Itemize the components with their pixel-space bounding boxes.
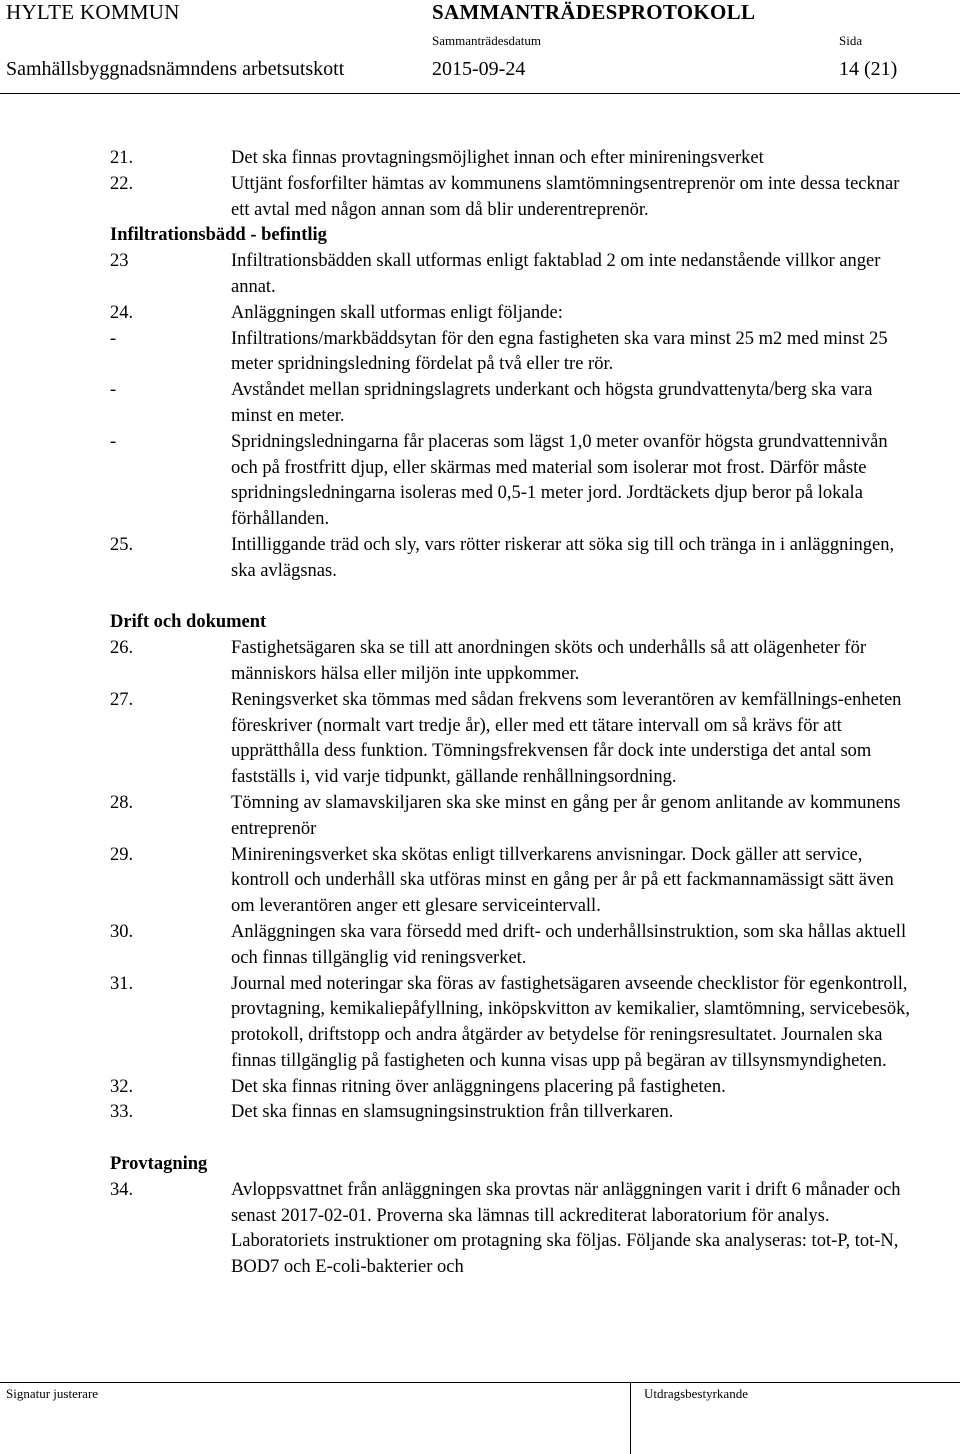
item-text: Det ska finnas ritning över anläggningens placering på fastigheten. (231, 1076, 726, 1097)
item-number: - (110, 380, 117, 401)
item-number: 24. (110, 302, 134, 323)
item-text: Minireningsverket ska skötas enligt tillverkarens anvisningar. Dock gäller att service, kontroll och underhåll ska utföras minst en gång per år på ett fackmannamässigt sätt även om leverantören anger ett glesare serviceintervall. (231, 844, 894, 917)
condition-item (110, 1178, 910, 1281)
item-text: Det ska finnas provtagningsmöjlighet innan och efter minireningsverket (231, 148, 764, 168)
section-heading: Provtagning (110, 1154, 208, 1175)
condition-item (110, 533, 910, 585)
item-number: 28. (110, 792, 134, 813)
meeting-date-label: Sammanträdesdatum (432, 33, 542, 48)
condition-item (110, 920, 910, 972)
bullet-item (110, 327, 910, 379)
bullet-item (110, 430, 910, 533)
item-text: Journal med noteringar ska föras av fastighetsägaren avseende checklistor för egenkontroll, provtagning, kemikaliepåfyllning, inköpskvitton av kemikalier, slamtömning, servicebesök, protokoll, driftstopp och andra åtgärder av betydelse för reningsresultatet. Journalen ska finnas tillgänglig på fastigheten och kunna visas upp på begäran av tillsynsmyndigheten. (231, 973, 910, 1071)
item-text: Fastighetsägaren ska se till att anordningen sköts och underhålls så att olägenheter för människors hälsa eller miljön inte uppkommer. (231, 638, 866, 684)
organization-name: HYLTE KOMMUN (6, 0, 180, 24)
meeting-date: 2015-09-24 (432, 58, 526, 80)
item-text: Intilliggande träd och sly, vars rötter riskerar att söka sig till och tränga in i anläggningen, ska avlägsnas. (231, 534, 895, 581)
condition-item (110, 249, 910, 301)
item-number: 31. (110, 973, 134, 994)
item-text: Reningsverket ska tömmas med sådan frekvens som leverantören av kemfällnings-enheten föreskriver (normalt vart tredje år), eller med ett tätare intervall om så krävs för att upprätthålla dess funktion. Tömningsfrekvensen får dock inte understiga det antal som fastställs i, vid varje tidpunkt, gällande renhållningsordning. (231, 689, 902, 788)
item-number: 25. (110, 534, 134, 555)
item-text: Avloppsvattnet från anläggningen ska provtas när anläggningen varit i drift 6 månader och senast 2017-02-01. Proverna ska lämnas till ackrediterat laboratorium för analys. Laboratoriets instruktioner om protagning ska följas. Följande ska analyseras: tot-P, tot-N, BOD7 och E-coli-bakterier och (231, 1179, 901, 1278)
item-text: Avståndet mellan spridningslagrets underkant och högsta grundvattenyta/berg ska vara minst en meter. (231, 380, 873, 426)
header-divider (0, 93, 960, 94)
bullet-item (110, 378, 910, 430)
section-heading: Drift och dokument (110, 612, 267, 633)
condition-item (110, 843, 910, 920)
condition-item (110, 1075, 910, 1101)
footer-divider (0, 1382, 960, 1383)
item-number: 26. (110, 638, 134, 659)
item-text: Infiltrations/markbäddsytan för den egna fastigheten ska vara minst 25 m2 med minst 25 meter spridningsledning fördelat på två eller tre rör. (231, 328, 888, 375)
document-body (110, 146, 910, 1281)
condition-item (110, 146, 910, 172)
item-number: 34. (110, 1179, 134, 1200)
condition-item (110, 636, 910, 688)
item-number: 32. (110, 1076, 134, 1097)
page-number: 14 (21) (839, 58, 898, 80)
section-heading: Infiltrationsbädd - befintlig (110, 225, 327, 246)
condition-item (110, 688, 910, 791)
extract-certification-label: Utdragsbestyrkande (644, 1386, 748, 1401)
item-number: 33. (110, 1102, 134, 1123)
item-text: Det ska finnas en slamsugningsinstruktion från tillverkaren. (231, 1102, 674, 1123)
item-text: Uttjänt fosforfilter hämtas av kommunens slamtömningsentreprenör om inte dessa tecknar ett avtal med någon annan som då blir underentreprenör. (231, 173, 900, 220)
item-text: Tömning av slamavskiljaren ska ske minst en gång per år genom anlitande av kommunens entreprenör (231, 792, 901, 839)
item-number: 23 (110, 251, 129, 272)
condition-item (110, 172, 910, 224)
committee-name: Samhällsbyggnadsnämndens arbetsutskott (6, 58, 345, 80)
item-number: 27. (110, 689, 134, 710)
condition-item (110, 1100, 910, 1126)
condition-item (110, 791, 910, 843)
item-number: - (110, 328, 117, 349)
item-text: Infiltrationsbädden skall utformas enligt faktablad 2 om inte nedanstående villkor anger annat. (231, 251, 881, 297)
document-type: SAMMANTRÄDESPROTOKOLL (432, 0, 756, 24)
item-text: Spridningsledningarna får placeras som lägst 1,0 meter ovanför högsta grundvattennivån och på frostfritt djup, eller skärmas med material som isolerar mot frost. Därför måste spridningsledningarna isoleras med 0,5-1 meter jord. Jordtäckets djup beror på lokala förhållanden. (231, 431, 888, 530)
item-number: 22. (110, 173, 134, 194)
condition-item (110, 301, 910, 327)
item-text: Anläggningen skall utformas enligt följande: (231, 302, 563, 323)
item-number: 21. (110, 148, 134, 168)
item-number: 30. (110, 921, 134, 942)
condition-item (110, 972, 910, 1075)
signature-label: Signatur justerare (6, 1386, 99, 1401)
item-number: - (110, 431, 117, 452)
page-label: Sida (839, 33, 863, 48)
footer-column-divider (630, 1382, 631, 1454)
section-spacer (110, 585, 910, 611)
section-spacer (110, 1126, 910, 1152)
item-text: Anläggningen ska vara försedd med drift- och underhållsinstruktion, som ska hållas aktuell och finnas tillgänglig vid reningsverket. (231, 921, 907, 968)
item-number: 29. (110, 844, 134, 865)
